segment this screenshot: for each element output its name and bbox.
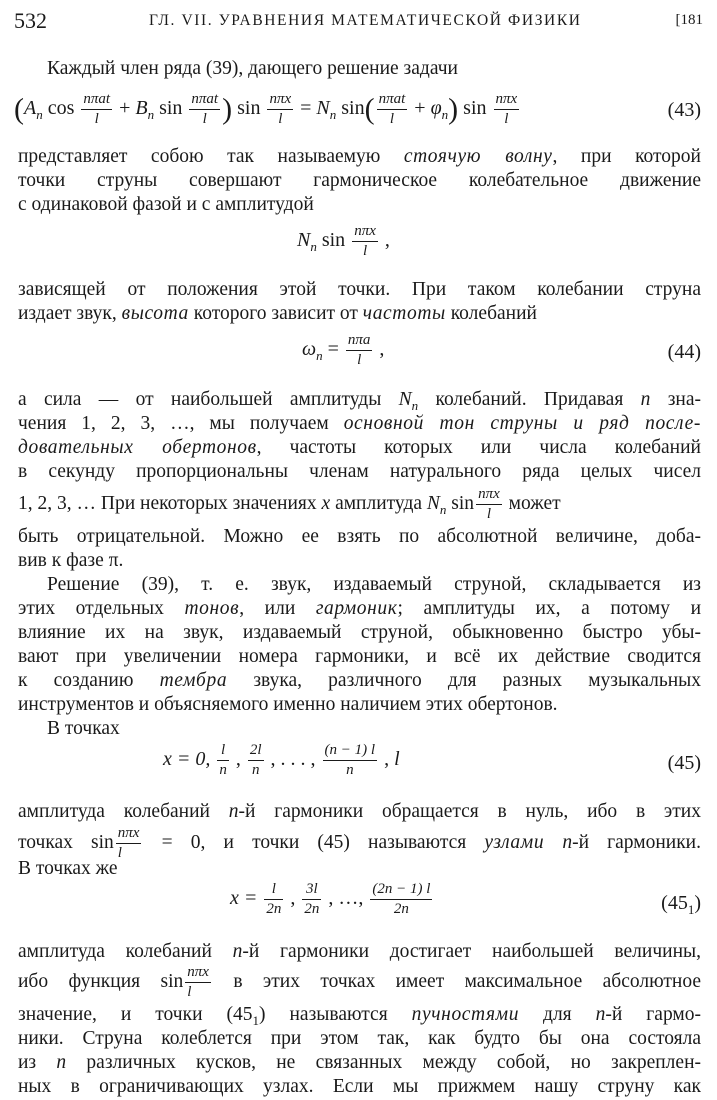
paragraph-line: представляет собою так называемую стоячую волну, при которой	[18, 146, 701, 167]
paragraph-line: ибо функция sin $\frac{\text{nπx}}{l}$ в этих точках имеет максимальное абсолютное	[18, 964, 701, 1000]
paragraph-line: инструментов и объясняемого именно наличием этих обертонов.	[18, 694, 558, 715]
paragraph-line: вив к фазе π.	[18, 550, 124, 571]
paragraph-line: в секунду пропорциональны членам натурального ряда целых чисел	[18, 461, 701, 482]
equation-45: x = 0, $\frac{l}{n}$ , $\frac{2l}{n}$ , . . . , $\frac{(n - 1) l}{n}$ , l	[163, 742, 400, 778]
amplitude-formula: $N_n$ sin $\frac{\text{nπx}}{l}$ ,	[297, 223, 390, 259]
equation-45-1: x = $\frac{l}{2n}$ , $\frac{3l}{2n}$ , …, $\frac{(2n - 1) l}{2n}$	[230, 881, 431, 917]
paragraph-line: Каждый член ряда (39), дающего решение задачи	[47, 58, 458, 79]
chapter-title: ГЛ. VII. УРАВНЕНИЯ МАТЕМАТИЧЕСКОЙ ФИЗИКИ	[149, 12, 582, 29]
paragraph-line: чения 1, 2, 3, …, мы получаем основной тон струны и ряд после-	[18, 413, 701, 434]
paragraph-line: амплитуда колебаний n-й гармоники обращается в нуль, ибо в этих	[18, 801, 701, 822]
section-number: [181	[675, 12, 703, 28]
paragraph-line: зависящей от положения этой точки. При таком колебании струна	[18, 279, 701, 300]
paragraph-line: 1, 2, 3, … При некоторых значениях x амплитуда $N_n$ sin $\frac{\text{nπx}}{l}$ может	[18, 486, 561, 522]
paragraph-line: а сила — от наибольшей амплитуды $N_n$ колебаний. Придавая n зна-	[18, 389, 701, 413]
page-number: 532	[14, 8, 47, 33]
running-header	[14, 8, 703, 38]
paragraph-line: В точках же	[18, 858, 118, 879]
paragraph-line: точки струны совершают гармоническое колебательное движение	[18, 170, 701, 191]
equation-number-44: (44)	[667, 341, 701, 363]
paragraph-line: амплитуда колебаний n-й гармоники достигает наибольшей величины,	[18, 941, 701, 962]
equation-number-45: (45)	[667, 752, 701, 774]
paragraph-line: влияние их на звук, издаваемый струной, обыкновенно быстро убы-	[18, 622, 701, 643]
paragraph-line: точках sin $\frac{\text{nπx}}{l}$ = 0, и точки (45) называются узлами n-й гармоники.	[18, 825, 701, 861]
paragraph-line: издает звук, высота которого зависит от частоты колебаний	[18, 303, 537, 324]
paragraph-line: ных в ограничивающих узлах. Если мы прижмем нашу струну как	[18, 1076, 701, 1097]
paragraph-line: Решение (39), т. е. звук, издаваемый струной, складывается из	[47, 574, 701, 595]
paragraph-line: из n различных кусков, не связанных между собой, но закреплен-	[18, 1052, 701, 1073]
equation-number-43: (43)	[667, 99, 701, 121]
paragraph-line: значение, и точки $(45_1)$ называются пучностями для n-й гармо-	[18, 1004, 701, 1028]
equation-number-45-1: $(45_1)$	[661, 892, 701, 917]
paragraph-line: В точках	[47, 718, 120, 739]
paragraph-line: к созданию тембра звука, различного для разных музыкальных	[18, 670, 702, 691]
paragraph-line: ники. Струна колеблется при этом так, как будто бы она состояла	[18, 1028, 701, 1049]
equation-43: ($A_n$ cos $\frac{\text{nπat}}{l}$ + $B_n$ sin $\frac{\text{nπat}}{l}$ ) sin $\frac{\text{nπx}}{l}$ = $N_n$ sin( $\frac{\text{nπat}}{l}$ + $\varphi_n$) sin $\frac{\text{nπx}}{l}$	[14, 91, 518, 127]
paragraph-line: довательных обертонов, частоты которых или числа колебаний	[18, 437, 701, 458]
paragraph-line: быть отрицательной. Можно ее взять по абсолютной величине, доба-	[18, 526, 701, 547]
paragraph-line: с одинаковой фазой и с амплитудой	[18, 194, 314, 215]
paragraph-line: вают при увеличении номера гармоники, и всё их действие сводится	[18, 646, 701, 667]
equation-44: $\omega_n$ = $\frac{\text{nπa}}{l}$ ,	[302, 332, 385, 368]
paragraph-line: этих отдельных тонов, или гармоник; амплитуды их, а потому и	[18, 598, 701, 619]
